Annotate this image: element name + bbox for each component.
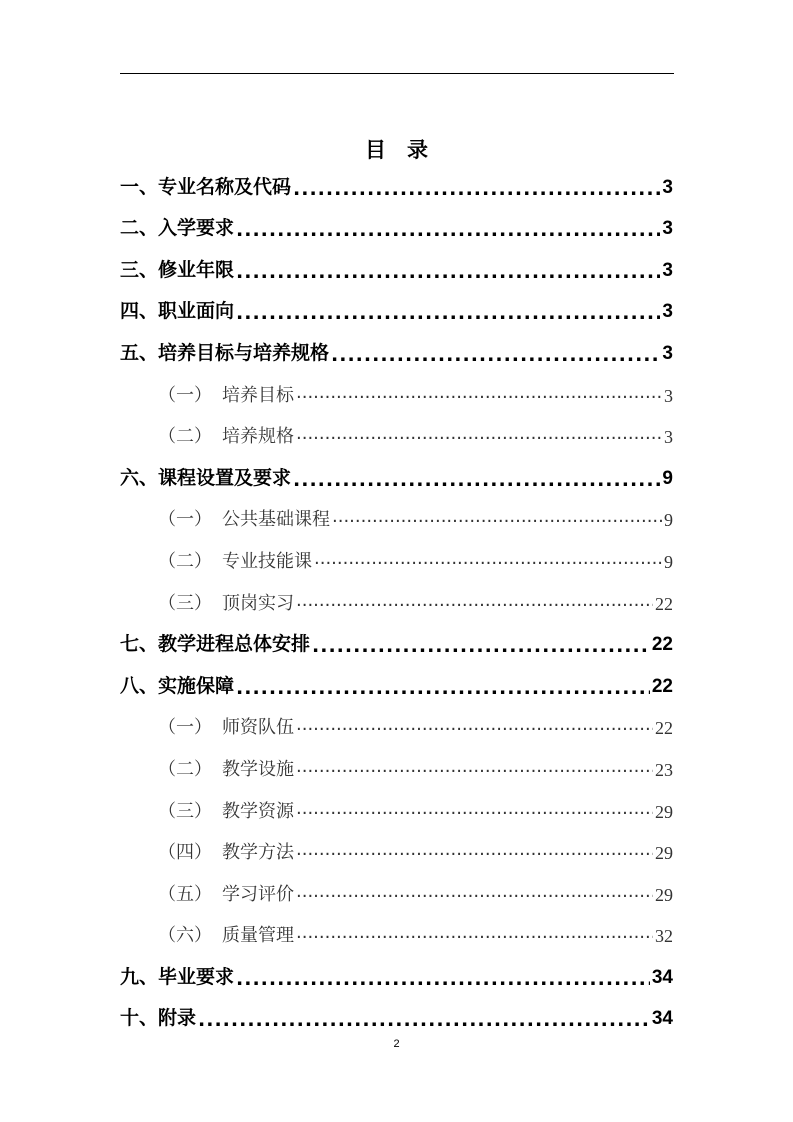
toc-entry-page: 9: [664, 551, 673, 572]
toc-entry-number: （三）: [158, 800, 212, 822]
page-number: 2: [393, 1038, 400, 1050]
toc-entry-label: [158, 755, 294, 781]
toc-entry-label: [120, 463, 291, 490]
toc-entry-text: 顶岗实习: [222, 592, 294, 614]
toc-entry-text: 一、专业名称及代码: [120, 175, 292, 198]
toc-dot-leader: [296, 844, 653, 862]
toc-dot-leader: [236, 219, 660, 238]
toc-entry[interactable]: [120, 537, 673, 579]
toc-entry-label: [120, 172, 291, 199]
toc-entry[interactable]: [120, 496, 673, 538]
toc-entry-label: [120, 671, 234, 698]
toc-dot-leader: [331, 344, 660, 363]
toc-entry-label: [120, 962, 234, 989]
toc-entry[interactable]: [120, 454, 673, 496]
toc-entry-page: 29: [655, 801, 673, 822]
toc-entry[interactable]: [120, 371, 673, 413]
toc-entry-page: 3: [664, 385, 673, 406]
toc-entry-label: [120, 338, 329, 365]
toc-entry-label: [120, 629, 310, 656]
toc-entry-number: （二）: [158, 550, 212, 572]
toc-entry[interactable]: [120, 745, 673, 787]
toc-dot-leader: [296, 886, 653, 904]
toc-entry-number: （二）: [158, 426, 212, 448]
toc-entry-page: 3: [664, 427, 673, 448]
toc-entry-text: 培养目标: [222, 384, 294, 406]
header-rule: [120, 73, 674, 74]
toc-entry-label: [120, 213, 234, 240]
toc-entry-text: 教学方法: [222, 842, 294, 864]
toc-entry-text: 五、培养目标与培养规格: [120, 341, 330, 364]
toc-entry[interactable]: [120, 246, 673, 288]
toc-entry-page: 29: [655, 884, 673, 905]
toc-entry-text: 二、入学要求: [120, 217, 235, 240]
toc-entry-page: 3: [662, 218, 673, 240]
toc-entry-label: [158, 797, 294, 823]
toc-entry-text: 八、实施保障: [120, 674, 235, 697]
toc-entry-text: 六、课程设置及要求: [120, 466, 292, 489]
toc-entry-text: 公共基础课程: [222, 509, 330, 531]
toc-dot-leader: [296, 428, 662, 446]
toc-dot-leader: [296, 803, 653, 821]
toc-entry-number: （二）: [158, 758, 212, 780]
toc-entry-text: 教学设施: [222, 758, 294, 780]
toc-entry-page: 22: [655, 718, 673, 739]
toc-entry-page: 22: [655, 593, 673, 614]
toc-dot-leader: [236, 261, 660, 280]
toc-entry-page: 9: [662, 467, 673, 489]
toc-title: 目 录: [365, 138, 428, 162]
toc-entry-label: [158, 547, 312, 573]
toc-dot-leader: [296, 387, 662, 405]
table-of-contents: [120, 163, 673, 1036]
toc-entry-number: （三）: [158, 592, 212, 614]
toc-entry-page: 32: [655, 926, 673, 947]
toc-entry-page: 34: [651, 1008, 673, 1030]
toc-entry-number: （一）: [158, 717, 212, 739]
toc-entry-label: [158, 880, 294, 906]
toc-dot-leader: [332, 511, 662, 529]
toc-entry[interactable]: [120, 329, 673, 371]
toc-entry-label: [158, 381, 294, 407]
toc-entry-page: 3: [662, 259, 673, 281]
toc-entry-label: [158, 838, 294, 864]
toc-dot-leader: [236, 302, 660, 321]
toc-entry[interactable]: [120, 787, 673, 829]
toc-entry[interactable]: [120, 413, 673, 455]
toc-entry-text: 专业技能课: [222, 550, 312, 572]
toc-entry-text: 学习评价: [222, 883, 294, 905]
toc-entry[interactable]: [120, 662, 673, 704]
toc-dot-leader: [293, 469, 660, 488]
toc-entry-page: 29: [655, 843, 673, 864]
toc-entry[interactable]: [120, 704, 673, 746]
toc-dot-leader: [296, 719, 653, 737]
toc-entry-text: 质量管理: [222, 925, 294, 947]
toc-entry[interactable]: [120, 829, 673, 871]
toc-entry-label: [158, 921, 294, 947]
toc-entry-page: 3: [662, 342, 673, 364]
toc-entry[interactable]: [120, 995, 673, 1037]
toc-entry-page: 9: [664, 510, 673, 531]
toc-entry-text: 师资队伍: [222, 717, 294, 739]
toc-entry-page: 34: [651, 966, 673, 988]
toc-entry-page: 3: [662, 176, 673, 198]
toc-entry[interactable]: [120, 870, 673, 912]
toc-dot-leader: [293, 178, 660, 197]
toc-entry[interactable]: [120, 288, 673, 330]
toc-entry[interactable]: [120, 163, 673, 205]
toc-entry-text: 三、修业年限: [120, 258, 235, 281]
toc-entry-label: [120, 255, 234, 282]
toc-entry-label: [158, 505, 330, 531]
toc-entry-label: [158, 422, 294, 448]
toc-entry[interactable]: [120, 621, 673, 663]
toc-dot-leader: [296, 761, 653, 779]
toc-entry-number: （六）: [158, 925, 212, 947]
toc-entry-page: 22: [651, 634, 673, 656]
toc-entry-text: 教学资源: [222, 800, 294, 822]
toc-entry[interactable]: [120, 953, 673, 995]
toc-entry-number: （四）: [158, 842, 212, 864]
toc-dot-leader: [314, 553, 662, 571]
toc-entry[interactable]: [120, 205, 673, 247]
toc-dot-leader: [296, 927, 653, 945]
toc-entry-page: 3: [662, 301, 673, 323]
toc-entry-label: [120, 1003, 196, 1030]
toc-entry-text: 十、附录: [120, 1007, 197, 1030]
toc-entry[interactable]: [120, 912, 673, 954]
toc-dot-leader: [296, 595, 653, 613]
toc-entry-number: （一）: [158, 384, 212, 406]
toc-entry-number: （五）: [158, 883, 212, 905]
toc-entry-text: 四、职业面向: [120, 300, 235, 323]
toc-entry-number: （一）: [158, 509, 212, 531]
toc-dot-leader: [236, 968, 650, 987]
toc-entry-label: [120, 296, 234, 323]
toc-entry-page: 22: [651, 675, 673, 697]
toc-entry-text: 培养规格: [222, 426, 294, 448]
toc-entry-text: 七、教学进程总体安排: [120, 633, 311, 656]
toc-dot-leader: [198, 1009, 650, 1028]
toc-entry-label: [158, 589, 294, 615]
toc-dot-leader: [312, 635, 650, 654]
toc-entry-page: 23: [655, 759, 673, 780]
toc-entry-text: 九、毕业要求: [120, 965, 235, 988]
toc-entry-label: [158, 713, 294, 739]
toc-entry[interactable]: [120, 579, 673, 621]
toc-dot-leader: [236, 677, 650, 696]
